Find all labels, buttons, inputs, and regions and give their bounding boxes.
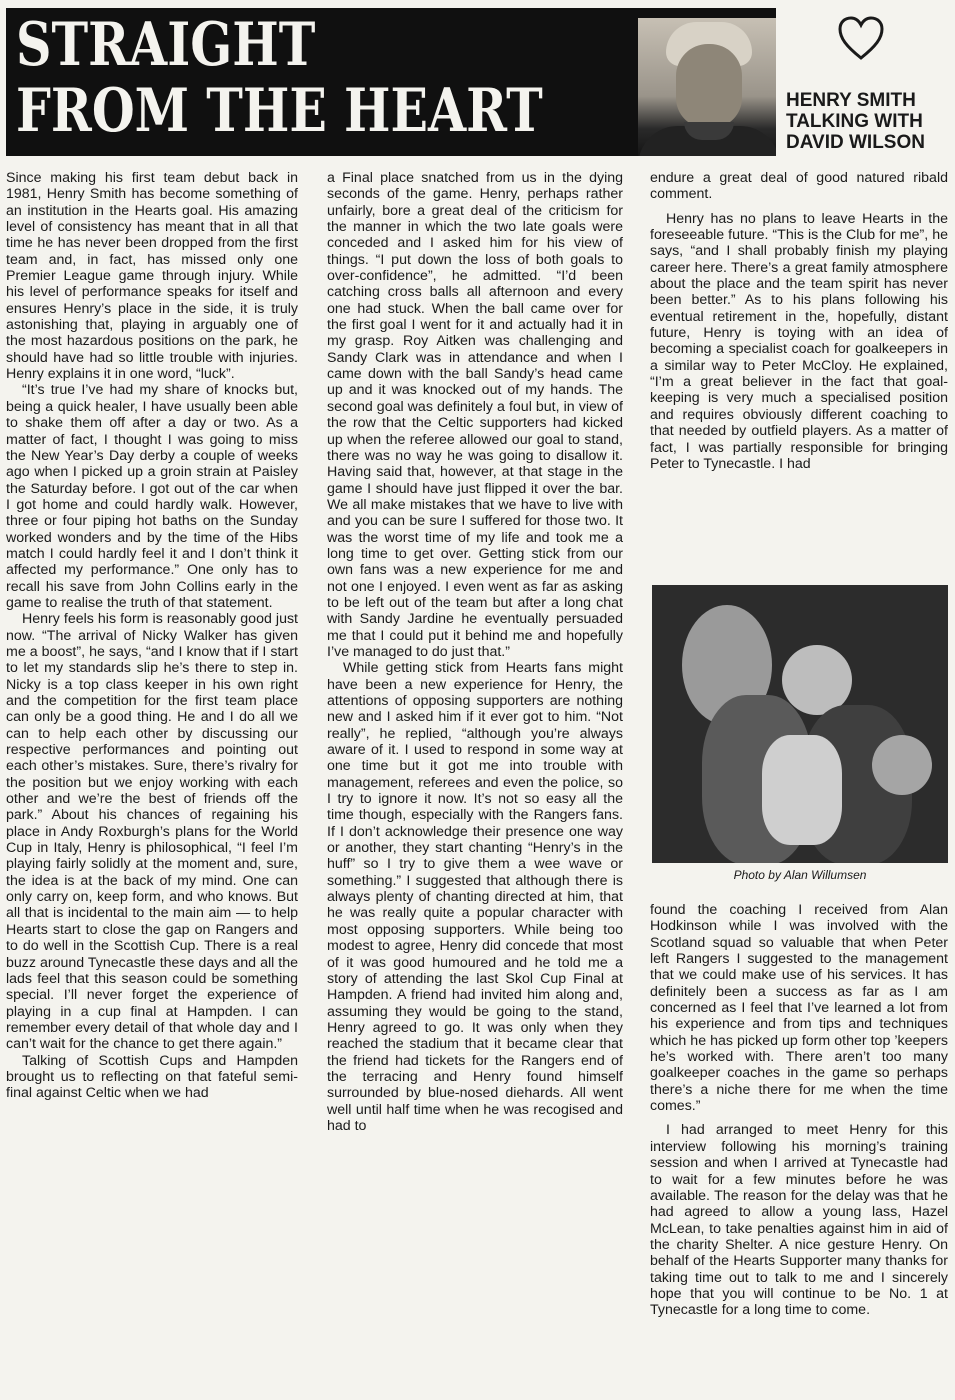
heart-outline-icon: [836, 14, 886, 64]
paragraph: While getting stick from Hearts fans might have been a new experience for Henry, the attentions of opposing supporters are nothing new and I asked him if it ever got to him. “Not really”, he replied, “although you’re always aware of it. I used to respond in some way at one time but it got me into trouble with management, referees and even the police, so I try to ignore it now. It’s not so easy all the time though, especially with the Rangers fans. If I don’t acknowledge their presence one way or another, they start chanting “Henry’s in the huff” so I try to give them a wee wave or something.” I suggested that although there is always plenty of chanting directed at him, that he was really quite a popular character with most opposing supporters. While being too modest to agree, Henry did concede that most of it was good humoured and he told me a story of attending the last Skol Cup Final at Hampden. A friend had invited him along and, assuming they would be going to the stand, Henry agreed to go. It was only when they reached the stadium that it became clear that the friend had tickets for the Rangers end of the terracing and Henry found himself surrounded by blue-nosed diehards. All went well until half time when he was recogised and had to: [327, 660, 623, 1134]
paragraph: “It’s true I’ve had my share of knocks but, being a quick healer, I have usually been able to shake them off after a day or two. As a matter of fact, I thought I was going to miss the New Year’s Day derby a couple of weeks ago when I picked up a groin strain at Paisley the Saturday before. I got out of the car when I got home and could hardly walk. However, three or four piping hot baths on the Sunday worked wonders and by the time of the Hibs match I could hardly feel it and I don’t think it affected my performance.” One only has to recall his save from John Collins early in the game to realise the truth of that statement.: [6, 382, 298, 611]
match-photo: [652, 585, 948, 863]
title-line-1: STRAIGHT: [16, 10, 316, 80]
title-banner: [6, 8, 776, 156]
byline-line-1: HENRY SMITH: [786, 90, 916, 111]
portrait-photo: [638, 18, 776, 156]
paragraph: Henry has no plans to leave Hearts in the foreseeable future. “This is the Club for me”, he says, “and I shall probably finish my playing career here. There’s a great family atmosphere about the place and the team spirit has never been better.” As to his plans following his eventual retirement in the, hopefully, distant future, Henry is toying with an idea of becoming a specialist coach for goalkeepers in a similar way to Peter McCloy. He explained, “I’m a great believer in the fact that goal-keeping is very much a specialised position and requires obviously different coaching to that needed by outfield players. As a matter of fact, I was partially responsible for bringing Peter to Tynecastle. I had: [650, 210, 948, 472]
article-column-3: [650, 170, 948, 472]
paragraph: found the coaching I received from Alan Hodkinson while I was involved with the Scotland squad so valuable that when Peter left Rangers I suggested to the management that we could make use of his services. It has definitely been a success as far as I am concerned as I feel that I’ve learned a lot from his experience and from tips and techniques which he has picked up form other top ’keepers he’s worked with. There aren’t too many goalkeeper coaches in the game so perhaps there’s a niche there for me when the time comes.”: [650, 902, 948, 1115]
article-column-2: [327, 170, 623, 1134]
byline-line-2: TALKING WITH: [786, 111, 923, 132]
paragraph: Talking of Scottish Cups and Hampden brought us to reflecting on that fateful semi-final against Celtic when we had: [6, 1052, 298, 1102]
paragraph: I had arranged to meet Henry for this interview following his morning’s training session and when I arrived at Tynecastle had to wait for a few minutes before he was available. The reason for the delay was that he had agreed to allow a young lass, Hazel McLean, to take penalties against him in aid of the charity Shelter. A nice gesture Henry. On behalf of the Hearts Supporter many thanks for taking time out to talk to me and I sincerely hope that you will continue to be No. 1 at Tynecastle for a long time to come.: [650, 1122, 948, 1319]
title-line-2: FROM THE HEART: [16, 76, 543, 146]
byline-line-3: DAVID WILSON: [786, 132, 925, 153]
photo-caption: Photo by Alan Willumsen: [733, 868, 867, 882]
paragraph: a Final place snatched from us in the dying seconds of the game. Henry, perhaps rather unfairly, bore a great deal of the criticism for the manner in which the two late goals were conceded and I asked him for his view of things. “I put down the loss of both goals to over-confidence”, he admitted. “I’d been catching cross balls all afternoon and every one had stuck. When the ball came over for the first goal I went for it and actually had it in my grasp. Roy Aitken was challenging and Sandy Clark was in attendance and when I came down with the ball Sandy’s head came up and it was knocked out of my hands. The second goal was definitely a foul but, in view of the row that the Celtic supporters had kicked up when the referee allowed our goal to stand, there was no way he was going to disallow it. Having said that, however, at that stage in the game I should have just flipped it over the bar. We all make mistakes that we have to live with and you can be sure I suffered for those two. It was the worst time of my life and took me a long time to get over. Getting stick from our own fans was a new experience for me and not one I enjoyed. I even went as far as asking to be left out of the team but after a long chat with Sandy Jardine he eventually persuaded me that I could put it behind me and hopefully I’ve managed to do just that.”: [327, 170, 623, 660]
paragraph: Since making his first team debut back in 1981, Henry Smith has become something of an institution in the Hearts goal. His amazing level of consistency has meant that in all that time he has never been dropped from the first team and, in fact, has missed only one Premier League game through injury. While his level of performance speaks for itself and ensures Henry’s place in the side, it is truly astonishing that, playing in arguably one of the most hazardous positions on the park, he should have had so little trouble with injuries. Henry explains it in one word, “luck”.: [6, 170, 298, 383]
article-column-3-continued: [650, 902, 948, 1319]
paragraph: Henry feels his form is reasonably good just now. “The arrival of Nicky Walker has given me a boost”, he says, “and I know that if I start to let my standards slip he’s there to step in. Nicky is a top class keeper in his own right and the competition for the first team place can only be a good thing. He and I do all we can to help each other by discussing our respective performances and pointing out each other’s mistakes. Sure, there’s rivalry for the position but we enjoy working with each other and we’re the best of friends off the park.” About his chances of regaining his place in Andy Roxburgh’s plans for the World Cup in Italy, Henry is philosophical, “I feel I’m playing fairly solidly at the moment and, sure, the idea is at the back of my mind. One can only carry on, keep form, and who knows. But all that is incidental to the main aim — to help Hearts start to close the gap on Rangers and to do well in the Scottish Cup. There is a real buzz around Tynecastle these days and all the lads feel that this season could be something special. I’ll never forget the experience of playing in a cup final at Hampden. I can remember every detail of that whole day and I can’t wait for the chance to get there again.”: [6, 611, 298, 1053]
paragraph: endure a great deal of good natured ribald comment.: [650, 170, 948, 203]
byline: [786, 90, 955, 153]
article-column-1: [6, 170, 298, 1102]
article-title: [16, 12, 543, 144]
